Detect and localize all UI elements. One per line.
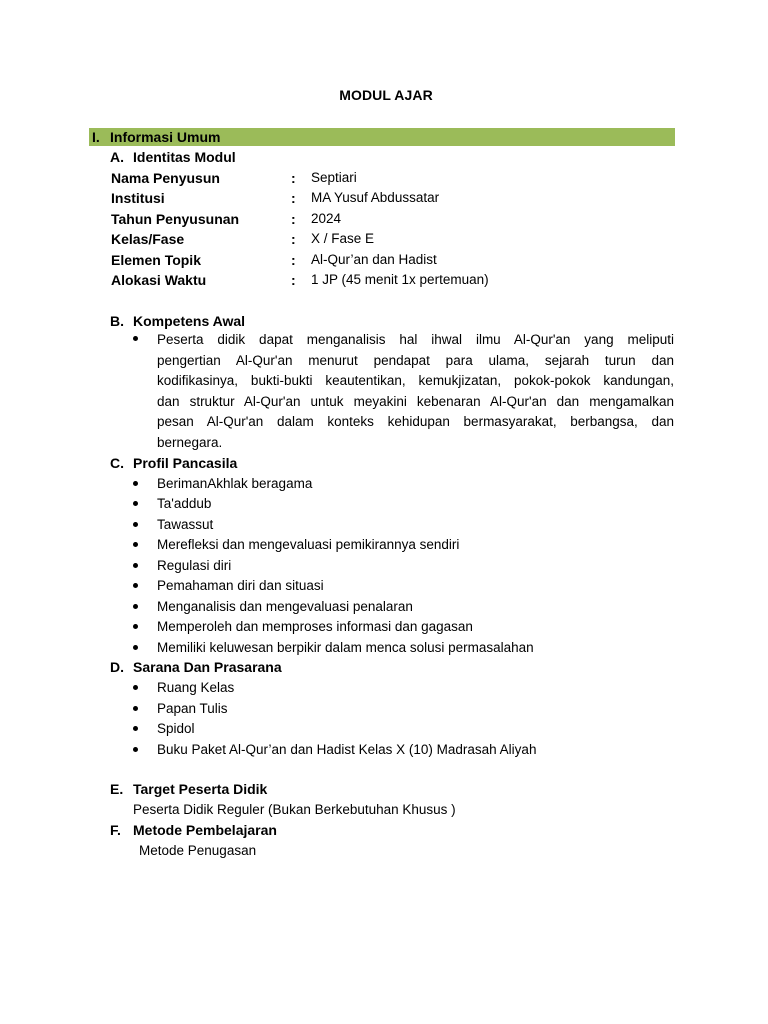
subheading-text: Target Peserta Didik: [133, 781, 268, 797]
list-item: [131, 598, 676, 619]
info-key: Kelas/Fase: [111, 231, 185, 247]
info-value: Septiari: [311, 169, 357, 185]
subheading-text: Sarana Dan Prasarana: [133, 659, 282, 675]
info-value: 1 JP (45 menit 1x pertemuan): [311, 272, 489, 287]
subheading-profil-pancasila: [110, 454, 237, 472]
info-key: Tahun Penyusunan: [111, 210, 240, 227]
info-value: Al-Qur’an dan Hadist: [311, 251, 437, 267]
info-colon: :: [291, 190, 296, 206]
bullet-dot: [133, 604, 138, 609]
info-colon: :: [291, 251, 296, 268]
bullet-dot: [133, 706, 138, 711]
section-number: I.: [92, 129, 100, 145]
bullet-dot: [133, 726, 138, 731]
list-item-text: Merefleksi dan mengevaluasi pemikirannya sendiri: [157, 537, 460, 552]
info-colon: :: [291, 210, 296, 227]
paragraph-line: kodifikasinya, bukti-bukti keautentikan, kemukjizatan, pokok-pokok kandungan,: [157, 373, 674, 388]
list-item: [131, 618, 676, 639]
kompetensi-paragraph: [157, 330, 674, 453]
info-value: X / Fase E: [311, 231, 375, 246]
info-value: 2024: [311, 210, 342, 226]
list-item-text: Ta'addub: [157, 496, 212, 511]
paragraph-line: pengertian Al-Qur'an menurut pendapat para ulama, sejarah turun dan: [157, 352, 674, 368]
list-item-text: Regulasi diri: [157, 557, 232, 573]
info-colon: :: [291, 272, 296, 288]
list-item: [131, 741, 676, 762]
list-item: [131, 679, 676, 700]
subheading-kompetens-awal: [110, 312, 245, 330]
subheading-text: Kompetens Awal: [133, 313, 246, 329]
list-item: [131, 700, 676, 721]
bullet-dot: [133, 501, 138, 506]
list-item-text: Tawassut: [157, 516, 214, 532]
paragraph-line: dan struktur Al-Qur'an untuk meyakini kebenaran Al-Qur'an dan mengamalkan: [157, 393, 674, 409]
subheading-letter: C.: [110, 455, 124, 471]
bullet-dot: [133, 583, 138, 588]
bullet-dot: [133, 522, 138, 527]
list-item: [131, 639, 676, 660]
list-item-text: Pemahaman diri dan situasi: [157, 578, 324, 593]
subheading-text: Profil Pancasila: [133, 455, 238, 471]
list-item: [131, 536, 676, 557]
info-key: Nama Penyusun: [111, 169, 220, 186]
subheading-metode-pembelajaran: [110, 821, 277, 839]
list-item: [131, 516, 676, 537]
subheading-text: Identitas Modul: [133, 149, 236, 165]
subheading-letter: D.: [110, 659, 124, 675]
paragraph-line: Peserta didik dapat menganalisis hal ihwal ilmu Al-Qur'an yang meliputi: [157, 332, 674, 347]
info-key: Institusi: [111, 190, 165, 206]
bullet-dot: [133, 624, 138, 629]
metode-text: Metode Penugasan: [139, 843, 257, 858]
document-title: MODUL AJAR: [339, 87, 433, 103]
subheading-identitas-modul: [110, 148, 236, 166]
bullet-dot: [133, 542, 138, 547]
subheading-text: Metode Pembelajaran: [133, 822, 277, 838]
info-colon: :: [291, 169, 296, 186]
section-label: Informasi Umum: [110, 129, 221, 145]
section-header-informasi-umum: [89, 128, 675, 146]
subheading-letter: A.: [110, 149, 124, 165]
list-item-text: Papan Tulis: [157, 700, 228, 716]
bullet-dot: [133, 336, 138, 341]
profil-list: [131, 475, 676, 660]
subheading-target-peserta-didik: [110, 780, 267, 798]
subheading-letter: E.: [110, 781, 124, 797]
list-item-text: Spidol: [157, 721, 195, 736]
bullet-dot: [133, 747, 138, 752]
sarana-list: [131, 679, 676, 761]
info-colon: :: [291, 231, 296, 247]
info-value: MA Yusuf Abdussatar: [311, 190, 440, 205]
list-item-text: Memiliki keluwesan berpikir dalam menca solusi permasalahan: [157, 639, 534, 655]
bullet-dot: [133, 645, 138, 650]
info-key: Elemen Topik: [111, 251, 201, 268]
target-text: Peserta Didik Reguler (Bukan Berkebutuhan Khusus ): [133, 802, 456, 817]
subheading-letter: F.: [110, 822, 121, 838]
list-item-text: Memperoleh dan memproses informasi dan gagasan: [157, 619, 473, 634]
list-item-text: Buku Paket Al-Qur’an dan Hadist Kelas X (10) Madrasah Aliyah: [157, 741, 537, 757]
bullet-dot: [133, 685, 138, 690]
list-item: [131, 495, 676, 516]
list-item-text: Menganalisis dan mengevaluasi penalaran: [157, 598, 413, 614]
bullet-dot: [133, 563, 138, 568]
list-item-text: BerimanAkhlak beragama: [157, 475, 313, 491]
info-key: Alokasi Waktu: [111, 272, 207, 288]
paragraph-line: pesan Al-Qur'an dalam konteks kehidupan bermasyarakat, berbangsa, dan: [157, 414, 674, 429]
bullet-dot: [133, 481, 138, 486]
list-item: [131, 577, 676, 598]
list-item: [131, 475, 676, 496]
list-item-text: Ruang Kelas: [157, 680, 235, 695]
list-item: [131, 720, 676, 741]
subheading-sarana-prasarana: [110, 658, 282, 676]
paragraph-line: bernegara.: [157, 434, 223, 450]
subheading-letter: B.: [110, 313, 124, 329]
list-item: [131, 557, 676, 578]
